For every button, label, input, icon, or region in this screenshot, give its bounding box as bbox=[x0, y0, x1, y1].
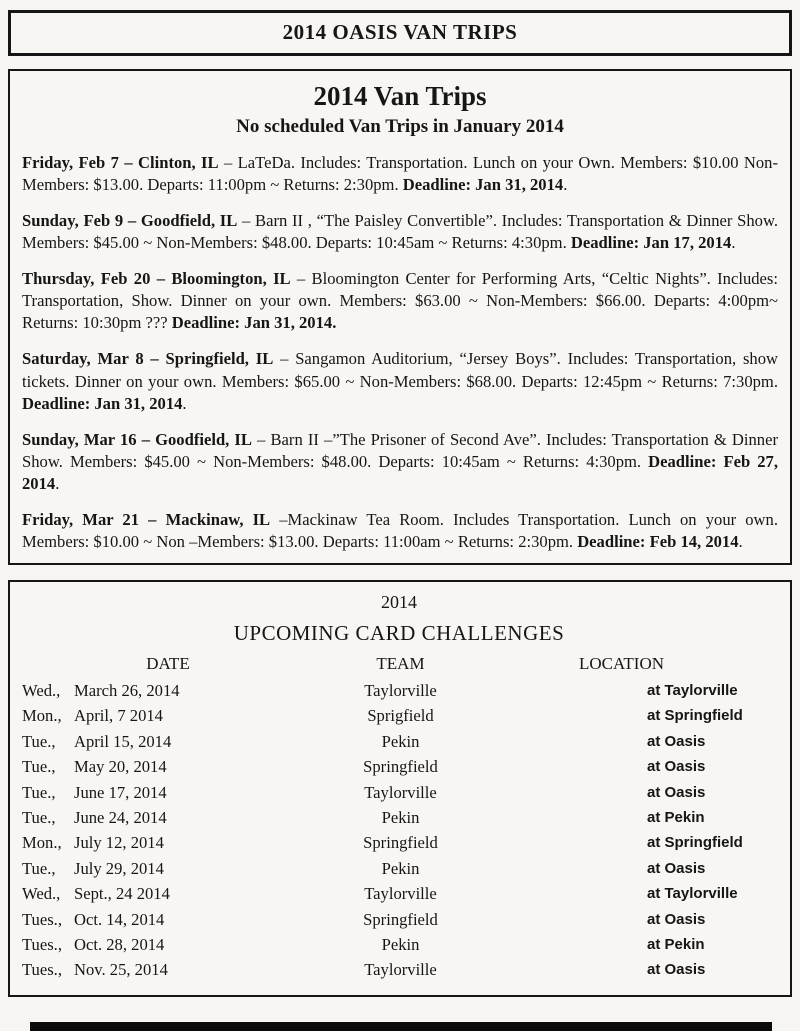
cell-day: Wed., bbox=[22, 884, 61, 904]
table-row bbox=[18, 881, 780, 906]
table-row bbox=[18, 957, 780, 982]
trip-tail: . bbox=[563, 175, 568, 195]
cell-date-text: July 29, 2014 bbox=[74, 858, 164, 878]
column-header-location: LOCATION bbox=[579, 653, 664, 673]
cell-date bbox=[18, 703, 258, 728]
trip-tail: . bbox=[182, 393, 187, 413]
cell-date bbox=[18, 856, 258, 881]
cell-team: Springfield bbox=[363, 833, 438, 853]
cell-date bbox=[18, 780, 258, 805]
trip-deadline: Deadline: Jan 31, 2014. bbox=[171, 313, 337, 333]
cell-location: at Pekin bbox=[647, 808, 705, 826]
cell-team: Sprigfield bbox=[367, 706, 434, 726]
cell-team: Pekin bbox=[381, 858, 420, 878]
card-challenges-section bbox=[8, 580, 792, 997]
cell-date bbox=[18, 754, 258, 779]
card-challenges-title: UPCOMING CARD CHALLENGES bbox=[233, 620, 565, 645]
trip-date-destination: Friday, Mar 21 – Mackinaw, IL bbox=[22, 509, 271, 529]
cell-team: Springfield bbox=[363, 757, 438, 777]
cell-team: Pekin bbox=[381, 807, 420, 827]
cell-day: Tues., bbox=[22, 935, 62, 954]
table-row bbox=[18, 932, 780, 957]
card-challenges-table bbox=[18, 652, 780, 983]
table-header-row bbox=[18, 652, 780, 676]
table-row bbox=[18, 729, 780, 754]
cell-date-text: March 26, 2014 bbox=[74, 680, 180, 700]
cell-date bbox=[18, 678, 258, 703]
cell-date bbox=[18, 957, 258, 982]
cell-location: at Oasis bbox=[647, 910, 706, 928]
cell-location: at Oasis bbox=[647, 783, 706, 801]
table-row bbox=[18, 703, 780, 728]
cell-date bbox=[18, 805, 258, 830]
trip-date-destination: Thursday, Feb 20 – Bloomington, IL bbox=[22, 269, 291, 289]
cell-day: Tues., bbox=[22, 909, 62, 929]
cell-location: at Oasis bbox=[647, 758, 706, 776]
cell-day: Mon., bbox=[22, 706, 62, 726]
trip-date-destination: Sunday, Mar 16 – Goodfield, IL bbox=[22, 429, 252, 449]
cell-team: Taylorville bbox=[364, 884, 437, 904]
table-row bbox=[18, 678, 780, 703]
trip-tail: . bbox=[731, 233, 736, 253]
trip-date-destination: Friday, Feb 7 – Clinton, IL bbox=[22, 153, 219, 172]
cell-date bbox=[18, 907, 258, 932]
cell-date-text: Oct. 14, 2014 bbox=[74, 909, 165, 929]
trip-deadline: Deadline: Jan 31, 2014 bbox=[402, 175, 564, 195]
cell-date-text: May 20, 2014 bbox=[74, 757, 167, 777]
table-row bbox=[18, 805, 780, 830]
cell-team: Taylorville bbox=[364, 960, 437, 980]
trip-deadline: Deadline: Feb 14, 2014 bbox=[577, 531, 739, 551]
trip-tail: . bbox=[55, 473, 60, 493]
column-header-team: TEAM bbox=[376, 653, 425, 673]
trip-entry bbox=[22, 429, 778, 495]
cell-location: at Springfield bbox=[647, 834, 743, 852]
cell-location: at Oasis bbox=[647, 732, 706, 750]
trip-deadline: Deadline: Feb 27, 2014 bbox=[22, 451, 779, 493]
table-row bbox=[18, 780, 780, 805]
cell-team: Taylorville bbox=[364, 680, 437, 700]
cell-date-text: June 17, 2014 bbox=[74, 782, 167, 802]
trip-entry bbox=[22, 152, 778, 196]
cell-day: Tue., bbox=[22, 757, 56, 777]
cell-location: at Taylorville bbox=[647, 681, 738, 699]
cell-day: Tue., bbox=[22, 858, 56, 878]
page-header bbox=[8, 10, 792, 56]
table-row bbox=[18, 754, 780, 779]
cell-location: at Taylorville bbox=[647, 885, 738, 903]
trip-deadline: Deadline: Jan 17, 2014 bbox=[570, 233, 732, 253]
cut-off-next-section bbox=[30, 1022, 772, 1031]
cell-date-text: June 24, 2014 bbox=[74, 807, 167, 827]
cell-date-text: April, 7 2014 bbox=[74, 706, 163, 726]
cell-date-text: April 15, 2014 bbox=[74, 731, 172, 751]
table-row bbox=[18, 856, 780, 881]
cell-date bbox=[18, 881, 258, 906]
trip-details: – Barn II , “The Paisley Convertible”. Includes: Transportation & Dinner Show. Members: $45.00 ~ Non-Members: $48.00. Departs: 10:45am ~ Returns: 4:30pm. bbox=[22, 211, 778, 253]
cell-date-text: Nov. 25, 2014 bbox=[74, 960, 168, 980]
table-row bbox=[18, 830, 780, 855]
cell-date-text: Oct. 28, 2014 bbox=[74, 935, 165, 954]
cell-date-text: July 12, 2014 bbox=[74, 833, 164, 853]
van-trips-list bbox=[22, 152, 778, 553]
cell-date bbox=[18, 830, 258, 855]
cell-team: Pekin bbox=[381, 935, 420, 954]
trip-deadline: Deadline: Jan 31, 2014 bbox=[22, 393, 183, 413]
cell-location: at Oasis bbox=[647, 859, 706, 877]
cell-team: Pekin bbox=[381, 731, 420, 751]
cell-day: Tue., bbox=[22, 782, 56, 802]
cell-day: Tues., bbox=[22, 960, 62, 980]
column-header-date: DATE bbox=[146, 653, 190, 673]
trip-entry bbox=[22, 268, 778, 334]
trip-details: – Sangamon Auditorium, “Jersey Boys”. Includes: Transportation, show tickets. Dinner on your own. Members: $65.00 ~ Non-Members: $68.00. Departs: 12:45pm ~ Returns: 7:30pm. bbox=[22, 349, 778, 391]
trip-entry bbox=[22, 509, 778, 553]
cell-team: Taylorville bbox=[364, 782, 437, 802]
cell-day: Tue., bbox=[22, 807, 56, 827]
van-trips-section bbox=[8, 69, 792, 565]
cell-date-text: Sept., 24 2014 bbox=[74, 884, 170, 904]
page-title: 2014 OASIS VAN TRIPS bbox=[282, 20, 518, 44]
trip-details: – Bloomington Center for Performing Arts, “Celtic Nights”. Includes: Transportation, Show. Dinner on your own. Members: $63.00 ~ Non-Members: $66.00. Departs: 4:00pm~ Returns: 10:30pm ??? bbox=[22, 269, 778, 333]
cell-date bbox=[18, 932, 258, 957]
van-trips-subtitle: No scheduled Van Trips in January 2014 bbox=[236, 116, 564, 137]
cell-location: at Pekin bbox=[647, 936, 705, 953]
trip-date-destination: Saturday, Mar 8 – Springfield, IL bbox=[22, 349, 274, 369]
cell-day: Tue., bbox=[22, 731, 56, 751]
trip-details: – Barn II –”The Prisoner of Second Ave”. Includes: Transportation & Dinner Show. Members: $45.00 ~ Non-Members: $48.00. Departs: 10:45am ~ Returns: 4:30pm. bbox=[22, 429, 778, 471]
table-row bbox=[18, 907, 780, 932]
cell-location: at Springfield bbox=[647, 707, 743, 725]
trip-details: – LaTeDa. Includes: Transportation. Lunch on your Own. Members: $10.00 Non-Members: $13.00. Departs: 11:00pm ~ Returns: 2:30pm. bbox=[22, 153, 779, 195]
trip-entry bbox=[22, 348, 778, 414]
cell-team: Springfield bbox=[363, 909, 438, 929]
cell-location: at Oasis bbox=[647, 961, 706, 979]
trip-details: –Mackinaw Tea Room. Includes Transportation. Lunch on your own. Members: $10.00 ~ Non –Members: $13.00. Departs: 11:00am ~ Returns: 2:30pm. bbox=[22, 509, 778, 551]
trip-date-destination: Sunday, Feb 9 – Goodfield, IL bbox=[22, 211, 238, 231]
card-challenges-year: 2014 bbox=[381, 591, 417, 612]
cell-date bbox=[18, 729, 258, 754]
trip-entry bbox=[22, 210, 778, 254]
van-trips-title: 2014 Van Trips bbox=[313, 81, 487, 111]
table-body bbox=[18, 678, 780, 983]
trip-tail: . bbox=[738, 531, 743, 551]
cell-day: Mon., bbox=[22, 833, 62, 853]
cell-day: Wed., bbox=[22, 680, 61, 700]
